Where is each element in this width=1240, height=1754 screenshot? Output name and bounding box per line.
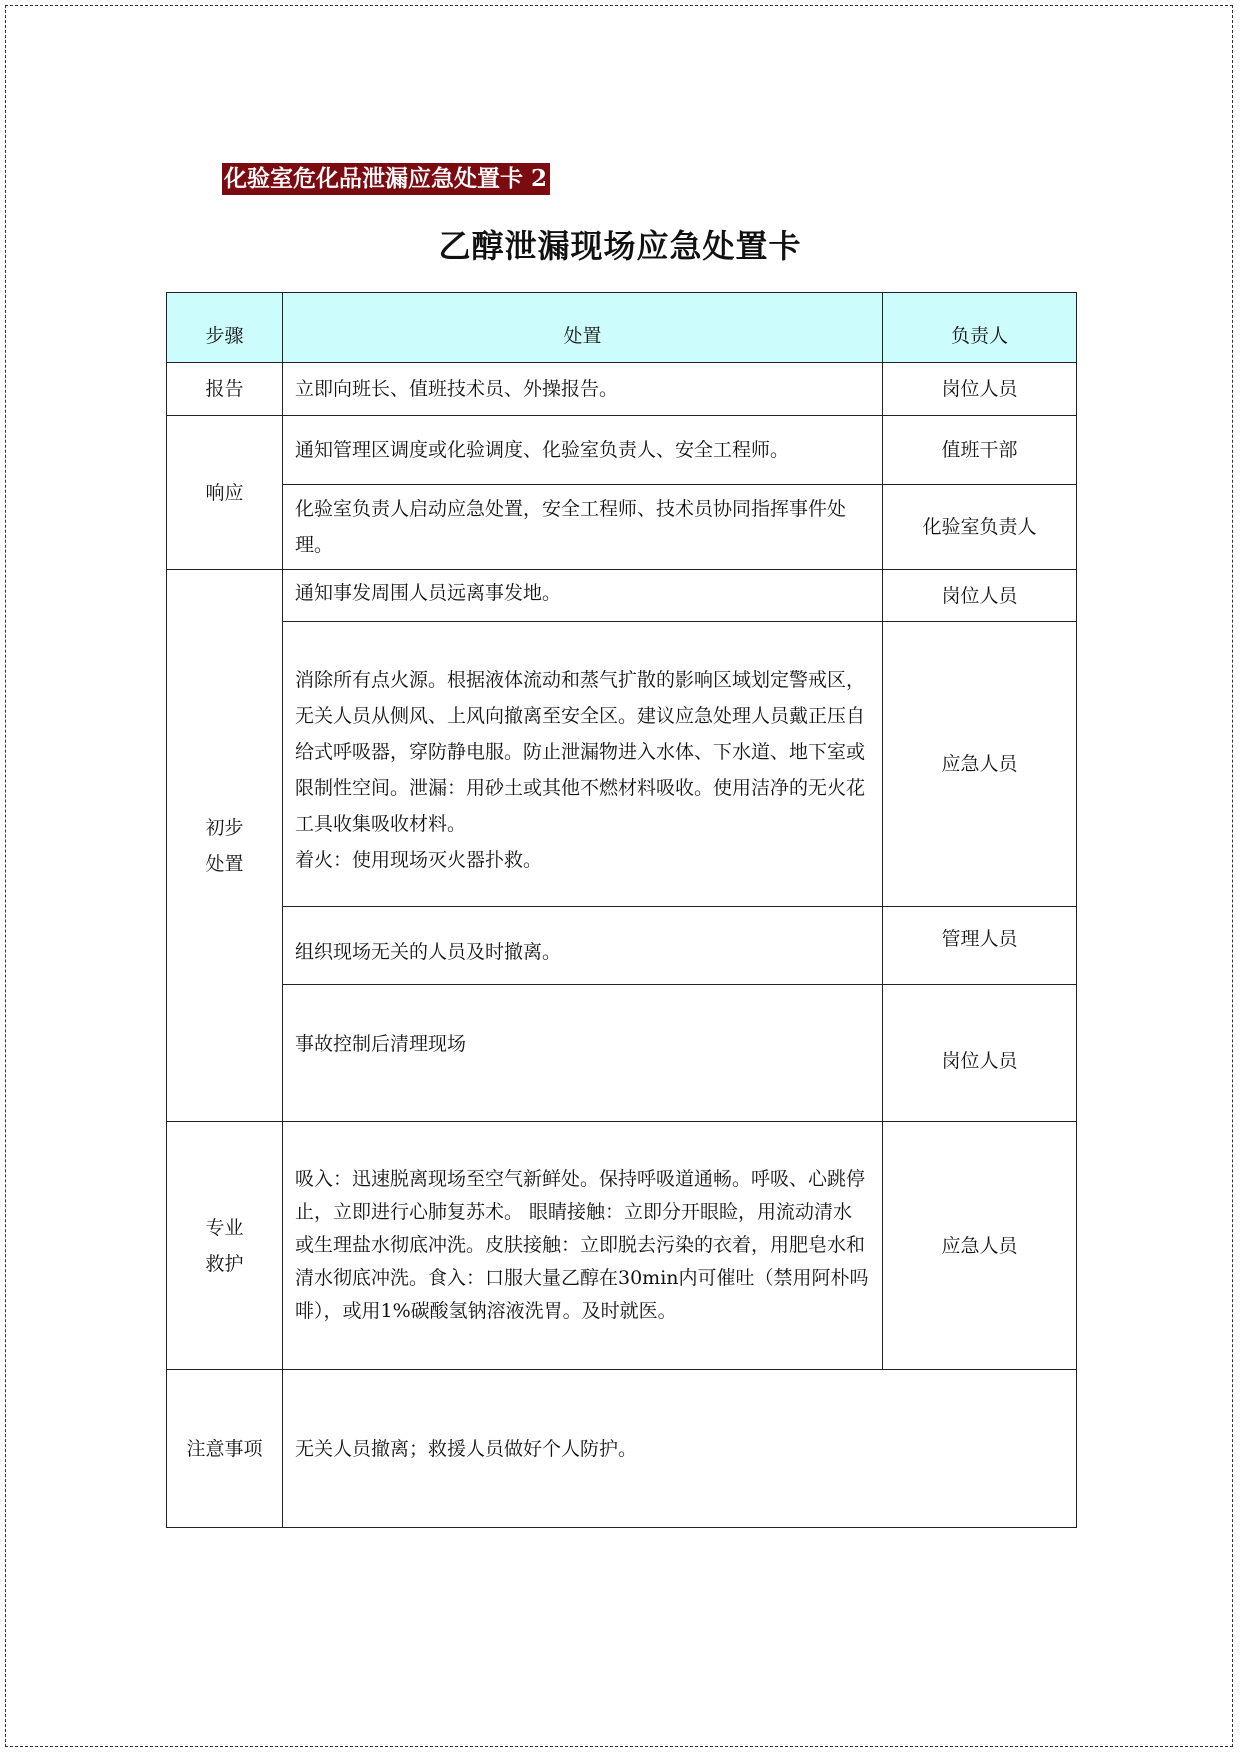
table-row: [167, 570, 1077, 622]
responsible-cell: 应急人员: [883, 622, 1077, 907]
action-cell: 通知管理区调度或化验调度、化验室负责人、安全工程师。: [283, 416, 883, 485]
step-notes: 注意事项: [167, 1370, 283, 1528]
table-row: [167, 985, 1077, 1122]
table-header-row: [167, 293, 1077, 363]
action-text: 组织现场无关的人员及时撤离。: [295, 940, 562, 963]
step-professional-rescue: [167, 1122, 283, 1370]
responsible-cell: 岗位人员: [883, 570, 1077, 622]
action-text: 通知事发周围人员远离事发地。: [295, 582, 562, 604]
step-line: 专业: [205, 1216, 244, 1239]
table-row: [167, 1370, 1077, 1528]
column-header-action: 处置: [283, 293, 883, 363]
table-row: [167, 1122, 1077, 1370]
step-line: 救护: [205, 1252, 244, 1275]
table-row: [167, 363, 1077, 416]
action-text: 事故控制后清理现场: [295, 1033, 467, 1055]
responsible-cell: 化验室负责人: [883, 485, 1077, 570]
responsible-cell: 值班干部: [883, 416, 1077, 485]
emergency-procedure-table: [166, 292, 1077, 1528]
table-row: [167, 907, 1077, 985]
column-header-step: 步骤: [167, 293, 283, 363]
notes-cell: 无关人员撤离；救援人员做好个人防护。: [283, 1370, 1077, 1528]
step-report: 报告: [167, 363, 283, 416]
action-cell: [283, 570, 883, 622]
responsible-cell: [883, 985, 1077, 1122]
step-line: 处置: [205, 852, 244, 875]
action-cell: [283, 985, 883, 1122]
step-response: 响应: [167, 416, 283, 570]
responsible-text: 管理人员: [941, 927, 1018, 950]
table-row: [167, 485, 1077, 570]
responsible-cell: 岗位人员: [883, 363, 1077, 416]
step-initial-handling: [167, 570, 283, 1122]
action-cell: [283, 622, 883, 907]
table-row: [167, 622, 1077, 907]
step-line: 初步: [205, 816, 244, 839]
card-label: 化验室危化品泄漏应急处置卡 2: [222, 163, 550, 195]
action-cell: 立即向班长、值班技术员、外操报告。: [283, 363, 883, 416]
document-title: 乙醇泄漏现场应急处置卡: [438, 227, 802, 265]
responsible-text: 岗位人员: [941, 1050, 1018, 1072]
action-text: 着火：使用现场灭火器扑救。: [295, 849, 543, 871]
responsible-cell: [883, 907, 1077, 985]
action-text: 消除所有点火源。根据液体流动和蒸气扩散的影响区域划定警戒区，无关人员从侧风、上风向撤离至安全区。建议应急处理人员戴正压自给式呼吸器，穿防静电服。防止泄漏物进入水体、下水道、地下室或限制性空间。泄漏：用砂土或其他不燃材料吸收。使用洁净的无火花工具收集吸收材料。: [295, 669, 866, 835]
action-cell: 吸入：迅速脱离现场至空气新鲜处。保持呼吸道通畅。呼吸、心跳停止，立即进行心肺复苏术。 眼睛接触：立即分开眼睑，用流动清水或生理盐水彻底冲洗。皮肤接触：立即脱去污染的衣着，用肥皂水和清水彻底冲洗。食入：口服大量乙醇在30min内可催吐（禁用阿朴吗啡），或用1%碳酸氢钠溶液洗胃。及时就医。: [283, 1122, 883, 1370]
column-header-responsible: 负责人: [883, 293, 1077, 363]
action-cell: 化验室负责人启动应急处置，安全工程师、技术员协同指挥事件处理。: [283, 485, 883, 570]
table-row: [167, 416, 1077, 485]
responsible-cell: 应急人员: [883, 1122, 1077, 1370]
action-cell: [283, 907, 883, 985]
